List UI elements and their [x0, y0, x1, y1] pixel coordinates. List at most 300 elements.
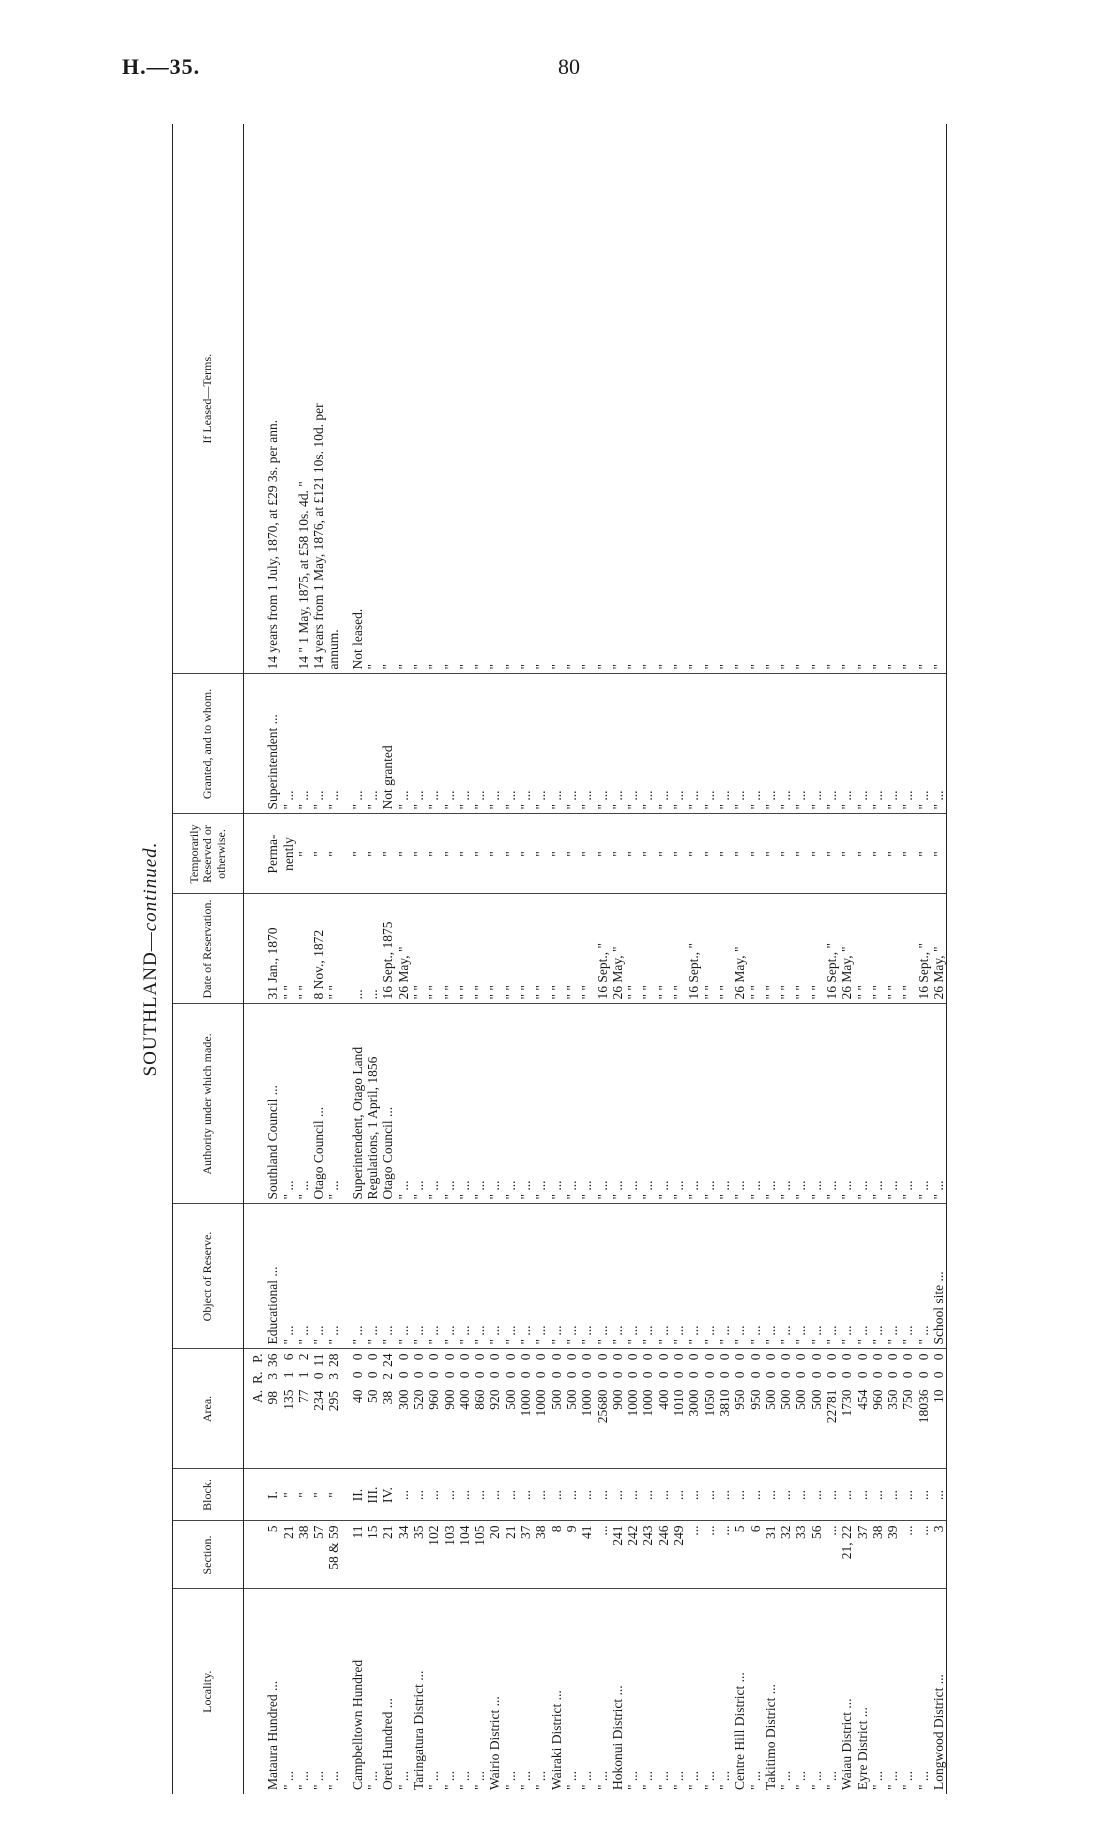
table-body: [244, 124, 947, 1794]
table-row: [625, 124, 640, 1794]
block-cell: ...: [549, 1469, 564, 1521]
granted-cell: " ...: [625, 674, 640, 814]
object-cell: " ...: [824, 1204, 839, 1349]
roods-value: 0: [793, 1371, 809, 1379]
section-cell: 9: [564, 1521, 579, 1589]
object-cell: " ...: [472, 1204, 487, 1349]
acres-value: 1000: [518, 1389, 534, 1417]
table-row: [824, 124, 839, 1794]
date-cell: " ": [281, 894, 296, 1004]
lease-cell: ": [442, 124, 457, 674]
lease-cell: ": [564, 124, 579, 674]
date-cell: " ": [870, 894, 885, 1004]
section-cell: 34: [396, 1521, 411, 1589]
authority-cell: " ...: [595, 1004, 610, 1204]
block-cell: ...: [671, 1469, 686, 1521]
section-cell: 11: [342, 1521, 365, 1589]
object-cell: " ...: [640, 1204, 655, 1349]
perches-value: 0: [854, 1353, 870, 1361]
granted-cell: " ...: [686, 674, 701, 814]
granted-cell: " ...: [900, 674, 915, 814]
roods-value: 0: [686, 1371, 702, 1379]
section-cell: 31: [763, 1521, 778, 1589]
area-cell: [311, 1349, 326, 1469]
area-cell: [518, 1349, 533, 1469]
block-cell: ...: [411, 1469, 426, 1521]
object-cell: " ...: [748, 1204, 763, 1349]
lease-cell: ": [748, 124, 763, 674]
temporarily-cell: ": [487, 814, 502, 894]
section-cell: 35: [411, 1521, 426, 1589]
block-cell: ...: [487, 1469, 502, 1521]
section-cell: 102: [426, 1521, 441, 1589]
table-title: [140, 124, 162, 1794]
table-row: [748, 124, 763, 1794]
perches-value: 0: [594, 1353, 610, 1361]
acres-value: 50: [365, 1389, 381, 1403]
table-row: [916, 124, 931, 1794]
temporarily-cell: ": [824, 814, 839, 894]
object-cell: " ...: [281, 1204, 296, 1349]
section-cell: 21: [380, 1521, 395, 1589]
acres-value: 1000: [533, 1389, 549, 1417]
block-cell: III.: [365, 1469, 380, 1521]
granted-cell: " ...: [839, 674, 854, 814]
area-cell: [265, 1349, 280, 1469]
lease-cell: ": [625, 124, 640, 674]
table-row: [311, 124, 326, 1794]
reserves-table: [172, 124, 947, 1794]
block-cell: ...: [640, 1469, 655, 1521]
authority-cell: " ...: [564, 1004, 579, 1204]
object-cell: " ...: [311, 1204, 326, 1349]
date-cell: " ": [702, 894, 717, 1004]
lease-cell: ": [365, 124, 380, 674]
object-cell: " ...: [595, 1204, 610, 1349]
lease-cell: ": [824, 124, 839, 674]
authority-cell: " ...: [732, 1004, 747, 1204]
authority-cell: " ...: [472, 1004, 487, 1204]
table-row: [595, 124, 610, 1794]
locality-cell: " ...: [747, 1770, 763, 1790]
lease-cell: ": [472, 124, 487, 674]
block-cell: I.: [265, 1469, 280, 1521]
granted-cell: " ...: [656, 674, 671, 814]
locality-cell: " ...: [915, 1770, 931, 1790]
authority-cell: " ...: [533, 1004, 548, 1204]
date-cell: " ": [640, 894, 655, 1004]
locality-cell: " ...: [426, 1770, 442, 1790]
lease-cell: ": [610, 124, 625, 674]
locality-cell: " ...: [280, 1770, 296, 1790]
acres-value: 300: [395, 1389, 411, 1410]
table-row: [549, 124, 564, 1794]
authority-cell: " ...: [855, 1004, 870, 1204]
block-cell: ...: [457, 1469, 472, 1521]
granted-cell: " ...: [595, 674, 610, 814]
authority-cell: " ...: [656, 1004, 671, 1204]
col-authority: Authority under which made.: [173, 1004, 244, 1204]
block-cell: ...: [778, 1469, 793, 1521]
area-cell: [549, 1349, 564, 1469]
lease-cell: ": [809, 124, 824, 674]
authority-cell: " ...: [686, 1004, 701, 1204]
block-cell: ...: [763, 1469, 778, 1521]
section-cell: 56: [809, 1521, 824, 1589]
lease-cell: ": [380, 124, 395, 674]
date-cell: " ": [671, 894, 686, 1004]
block-cell: ...: [656, 1469, 671, 1521]
authority-cell: " ...: [702, 1004, 717, 1204]
block-cell: ...: [610, 1469, 625, 1521]
block-cell: ...: [442, 1469, 457, 1521]
granted-cell: " ...: [564, 674, 579, 814]
roods-value: 0: [579, 1371, 595, 1379]
granted-cell: " ...: [549, 674, 564, 814]
block-cell: ...: [717, 1469, 732, 1521]
locality-cell: Wairio District ...: [487, 1696, 503, 1790]
acres-value: 77: [295, 1389, 311, 1403]
acres-value: 3000: [686, 1389, 702, 1417]
perches-value: 0: [747, 1353, 763, 1361]
area-cell: [426, 1349, 441, 1469]
col-temporarily: Temporarily Reserved or otherwise.: [173, 814, 244, 894]
acres-value: 400: [456, 1389, 472, 1410]
area-cell: [411, 1349, 426, 1469]
temporarily-cell: ": [533, 814, 548, 894]
area-cell: [365, 1349, 380, 1469]
roods-value: 0: [594, 1371, 610, 1379]
area-cell: [396, 1349, 411, 1469]
perches-value: 0: [686, 1353, 702, 1361]
temporarily-cell: ": [549, 814, 564, 894]
table-row: [870, 124, 885, 1794]
section-cell: 249: [671, 1521, 686, 1589]
locality-cell: " ...: [518, 1770, 534, 1790]
area-cell: [839, 1349, 854, 1469]
locality-cell: Centre Hill District ...: [732, 1672, 748, 1790]
roods-value: 0: [410, 1371, 426, 1379]
area-cell: [809, 1349, 824, 1469]
roods-value: 0: [915, 1371, 931, 1379]
temporarily-cell: ": [396, 814, 411, 894]
area-cell: [824, 1349, 839, 1469]
date-cell: " ": [472, 894, 487, 1004]
object-cell: " ...: [296, 1204, 311, 1349]
block-cell: ...: [579, 1469, 594, 1521]
lease-cell: ": [900, 124, 915, 674]
authority-cell: " ...: [503, 1004, 518, 1204]
table-row: [702, 124, 717, 1794]
granted-cell: " ...: [824, 674, 839, 814]
area-cell: [595, 1349, 610, 1469]
table-row: [281, 124, 296, 1794]
perches-value: 0: [655, 1353, 671, 1361]
lease-cell: ": [778, 124, 793, 674]
object-cell: " ...: [426, 1204, 441, 1349]
lease-cell: ": [839, 124, 854, 674]
roods-value: 0: [839, 1371, 855, 1379]
granted-cell: " ...: [702, 674, 717, 814]
area-cell: [625, 1349, 640, 1469]
authority-cell: " ...: [763, 1004, 778, 1204]
locality-cell: " ...: [885, 1770, 901, 1790]
section-cell: 246: [656, 1521, 671, 1589]
lease-cell: ": [885, 124, 900, 674]
roods-value: 0: [426, 1371, 442, 1379]
date-cell: " ": [326, 894, 341, 1004]
acres-value: 38: [380, 1391, 396, 1405]
date-cell: " ": [717, 894, 732, 1004]
page-number: 80: [558, 54, 580, 79]
object-cell: " ...: [396, 1204, 411, 1349]
section-cell: 15: [365, 1521, 380, 1589]
temporarily-cell: ": [442, 814, 457, 894]
table-row: [265, 124, 280, 1794]
block-cell: ...: [625, 1469, 640, 1521]
perches-value: 0: [716, 1353, 732, 1361]
object-cell: " ...: [442, 1204, 457, 1349]
table-row: [503, 124, 518, 1794]
temporarily-cell: ": [793, 814, 808, 894]
perches-value: 0: [563, 1353, 579, 1361]
roods-value: 0: [885, 1371, 901, 1379]
locality-cell: " ...: [502, 1770, 518, 1790]
acres-value: 1050: [701, 1389, 717, 1417]
object-cell: " ...: [487, 1204, 502, 1349]
lease-cell: annum.: [326, 124, 341, 674]
temporarily-cell: ": [686, 814, 701, 894]
table-row: [885, 124, 900, 1794]
perches-value: 0: [625, 1353, 641, 1361]
section-cell: 6: [748, 1521, 763, 1589]
date-cell: 31 Jan., 1870: [265, 894, 280, 1004]
object-cell: " ...: [365, 1204, 380, 1349]
locality-cell: " ...: [778, 1770, 794, 1790]
authority-cell: " ...: [793, 1004, 808, 1204]
granted-cell: " ...: [732, 674, 747, 814]
roods-value: 0: [747, 1371, 763, 1379]
area-cell: [296, 1349, 311, 1469]
temporarily-cell: ": [311, 814, 326, 894]
temporarily-cell: ": [931, 814, 947, 894]
authority-cell: " ...: [839, 1004, 854, 1204]
date-cell: 26 May, ": [610, 894, 625, 1004]
perches-value: 0: [732, 1353, 748, 1361]
perches-value: 0: [701, 1353, 717, 1361]
perches-value: 0: [365, 1353, 381, 1361]
block-cell: ...: [916, 1469, 931, 1521]
roods-value: 0: [533, 1371, 549, 1379]
col-date: Date of Reservation.: [173, 894, 244, 1004]
object-cell: " ...: [702, 1204, 717, 1349]
block-cell: ...: [732, 1469, 747, 1521]
title-continued: continued.: [140, 841, 161, 932]
roods-value: 0: [671, 1371, 687, 1379]
authority-cell: " ...: [579, 1004, 594, 1204]
temporarily-cell: ": [732, 814, 747, 894]
section-cell: 38: [870, 1521, 885, 1589]
area-cell: [472, 1349, 487, 1469]
section-cell: 104: [457, 1521, 472, 1589]
authority-cell: " ...: [411, 1004, 426, 1204]
perches-value: 0: [762, 1353, 778, 1361]
section-cell: 5: [265, 1521, 280, 1589]
perches-value: 0: [793, 1353, 809, 1361]
acres-value: 22781: [823, 1389, 839, 1424]
locality-cell: " ...: [563, 1770, 579, 1790]
area-cell: [763, 1349, 778, 1469]
table-row: [365, 124, 380, 1794]
table-row: [396, 124, 411, 1794]
acres-value: 750: [900, 1389, 916, 1410]
locality-cell: " ...: [701, 1770, 717, 1790]
perches-value: 0: [349, 1353, 365, 1361]
block-cell: ...: [595, 1469, 610, 1521]
locality-cell: " ...: [716, 1770, 732, 1790]
roods-value: 0: [808, 1371, 824, 1379]
date-cell: " ": [426, 894, 441, 1004]
perches-value: 0: [441, 1353, 457, 1361]
roods-value: 0: [716, 1371, 732, 1379]
temporarily-cell: ": [411, 814, 426, 894]
date-cell: 16 Sept., ": [686, 894, 701, 1004]
object-cell: " ...: [326, 1204, 341, 1349]
temporarily-cell: ": [342, 814, 365, 894]
roods-value: 0: [472, 1371, 488, 1379]
table-row: [533, 124, 548, 1794]
temporarily-cell: ": [457, 814, 472, 894]
roods-value: 0: [609, 1371, 625, 1379]
temporarily-cell: ": [579, 814, 594, 894]
date-cell: " ": [549, 894, 564, 1004]
temporarily-cell: ": [748, 814, 763, 894]
table-row: [839, 124, 854, 1794]
roods-value: 3: [265, 1373, 281, 1380]
lease-cell: ": [656, 124, 671, 674]
lease-cell: [281, 124, 296, 674]
object-cell: " ...: [763, 1204, 778, 1349]
lease-cell: ": [518, 124, 533, 674]
unit-acres: A.: [250, 1389, 265, 1404]
perches-value: 0: [548, 1353, 564, 1361]
col-area: Area.: [173, 1349, 244, 1469]
locality-cell: " ...: [900, 1770, 916, 1790]
area-cell: [778, 1349, 793, 1469]
unit-perches: P.: [250, 1353, 265, 1363]
block-cell: ...: [885, 1469, 900, 1521]
table-row: [809, 124, 824, 1794]
date-cell: " ": [855, 894, 870, 1004]
acres-value: 3810: [716, 1389, 732, 1417]
perches-value: 0: [931, 1353, 947, 1361]
date-cell: 26 May, ": [839, 894, 854, 1004]
locality-cell: " ...: [533, 1770, 549, 1790]
block-cell: II.: [342, 1469, 365, 1521]
authority-cell: Otago Council ...: [380, 1004, 395, 1204]
block-cell: ...: [396, 1469, 411, 1521]
perches-value: 0: [502, 1353, 518, 1361]
acres-value: 950: [732, 1389, 748, 1410]
date-cell: " ": [793, 894, 808, 1004]
locality-cell: Takitimo District ...: [762, 1684, 778, 1790]
temporarily-cell: ": [900, 814, 915, 894]
perches-value: 36: [265, 1353, 281, 1367]
block-cell: ": [281, 1469, 296, 1521]
perches-value: 0: [410, 1353, 426, 1361]
area-cell: [900, 1349, 915, 1469]
area-cell: [870, 1349, 885, 1469]
granted-cell: " ...: [411, 674, 426, 814]
section-cell: 21: [503, 1521, 518, 1589]
date-cell: " ": [763, 894, 778, 1004]
table-row: [686, 124, 701, 1794]
date-cell: 16 Sept., ": [595, 894, 610, 1004]
date-cell: 16 Sept., 1875: [380, 894, 395, 1004]
authority-cell: " ...: [717, 1004, 732, 1204]
temporarily-cell: ": [809, 814, 824, 894]
section-cell: 103: [442, 1521, 457, 1589]
lease-cell: ": [457, 124, 472, 674]
temporarily-cell: ": [870, 814, 885, 894]
perches-value: 0: [609, 1353, 625, 1361]
temporarily-cell: ": [717, 814, 732, 894]
area-cell: [702, 1349, 717, 1469]
area-cell: [656, 1349, 671, 1469]
table-row: [900, 124, 915, 1794]
authority-cell: " ...: [610, 1004, 625, 1204]
section-cell: 21: [281, 1521, 296, 1589]
perches-value: 0: [823, 1353, 839, 1361]
locality-cell: " ...: [625, 1770, 641, 1790]
locality-cell: " ...: [326, 1770, 342, 1790]
granted-cell: " ...: [342, 674, 365, 814]
temporarily-cell: ": [778, 814, 793, 894]
area-cell: [533, 1349, 548, 1469]
perches-value: 0: [487, 1353, 503, 1361]
lease-cell: ": [487, 124, 502, 674]
temporarily-cell: ": [518, 814, 533, 894]
block-cell: ...: [702, 1469, 717, 1521]
roods-value: 0: [900, 1371, 916, 1379]
table-row: [793, 124, 808, 1794]
date-cell: " ": [900, 894, 915, 1004]
locality-cell: Wairaki District ...: [548, 1690, 564, 1790]
temporarily-cell: ": [671, 814, 686, 894]
block-cell: ...: [472, 1469, 487, 1521]
authority-cell: " ...: [426, 1004, 441, 1204]
temporarily-cell: ": [839, 814, 854, 894]
date-cell: " ": [518, 894, 533, 1004]
authority-cell: " ...: [778, 1004, 793, 1204]
roods-value: 0: [823, 1371, 839, 1379]
lease-cell: ": [426, 124, 441, 674]
lease-cell: ": [503, 124, 518, 674]
perches-value: 6: [280, 1353, 296, 1361]
temporarily-cell: ": [365, 814, 380, 894]
authority-cell: Regulations, 1 April, 1856: [365, 1004, 380, 1204]
temporarily-cell: ": [625, 814, 640, 894]
col-lease: If Leased—Terms.: [173, 124, 244, 674]
perches-value: 0: [518, 1353, 534, 1361]
temporarily-cell: ": [380, 814, 395, 894]
granted-cell: " ...: [809, 674, 824, 814]
section-cell: ...: [702, 1521, 717, 1589]
granted-cell: " ...: [518, 674, 533, 814]
temporarily-cell: ": [472, 814, 487, 894]
acres-value: 25680: [594, 1389, 610, 1424]
area-cell: [380, 1349, 395, 1469]
